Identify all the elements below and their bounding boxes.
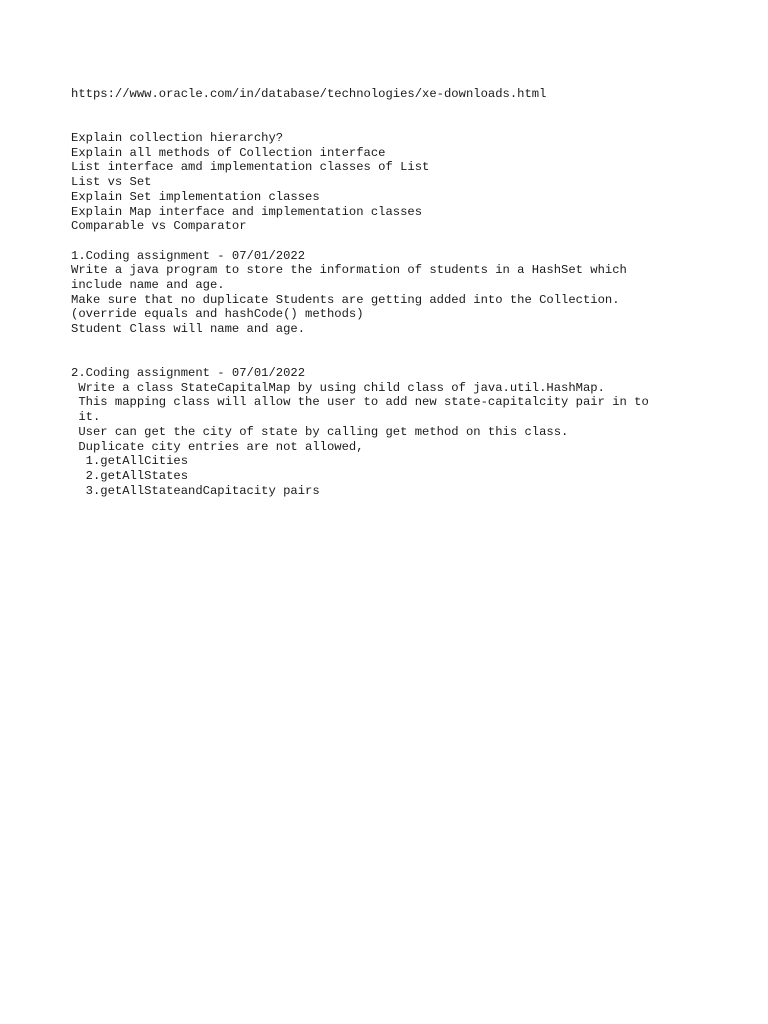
method-item: 1.getAllCities [71,454,189,469]
assignment-line: Write a class StateCapitalMap by using child class of java.util.HashMap. [71,380,605,395]
assignment-line: Make sure that no duplicate Students are getting added into the Collection. [71,292,620,307]
assignment-line: Student Class will name and age. [71,322,306,336]
blank-line [71,351,731,366]
url-line: https://www.oracle.com/in/database/technologies/xe-downloads.html [71,87,547,101]
assignment-heading: 2.Coding assignment - 07/01/2022 [71,366,306,381]
question-item: Explain all methods of Collection interface [71,145,386,160]
question-item: List vs Set [71,175,152,190]
assignment-line: Write a java program to store the information of students in a HashSet which [71,263,627,278]
question-item: List interface amd implementation classes of List [71,160,430,175]
blank-line [71,116,731,131]
question-item: Explain Map interface and implementation classes [71,204,423,219]
assignment-2 [71,366,731,498]
question-item: Explain collection hierarchy? [71,131,284,146]
method-item: 3.getAllStateandCapitacity pairs [71,483,320,498]
blank-line [71,337,731,352]
method-item: 2.getAllStates [71,468,189,483]
blank-line [71,234,731,249]
question-item: Explain Set implementation classes [71,189,320,204]
assignment-line: (override equals and hashCode() methods) [71,307,364,322]
assignment-line: This mapping class will allow the user to add new state-capitalcity pair in to [71,395,649,410]
question-list [71,131,731,234]
assignment-1 [71,249,731,337]
question-item: Comparable vs Comparator [71,219,247,234]
document-body [71,87,731,498]
assignment-line: User can get the city of state by calling get method on this class. [71,424,569,439]
assignment-line: include name and age. [71,277,225,292]
assignment-heading: 1.Coding assignment - 07/01/2022 [71,248,306,263]
assignment-line: Duplicate city entries are not allowed, [71,439,364,454]
blank-line [71,102,731,117]
assignment-line: it. [71,410,101,425]
